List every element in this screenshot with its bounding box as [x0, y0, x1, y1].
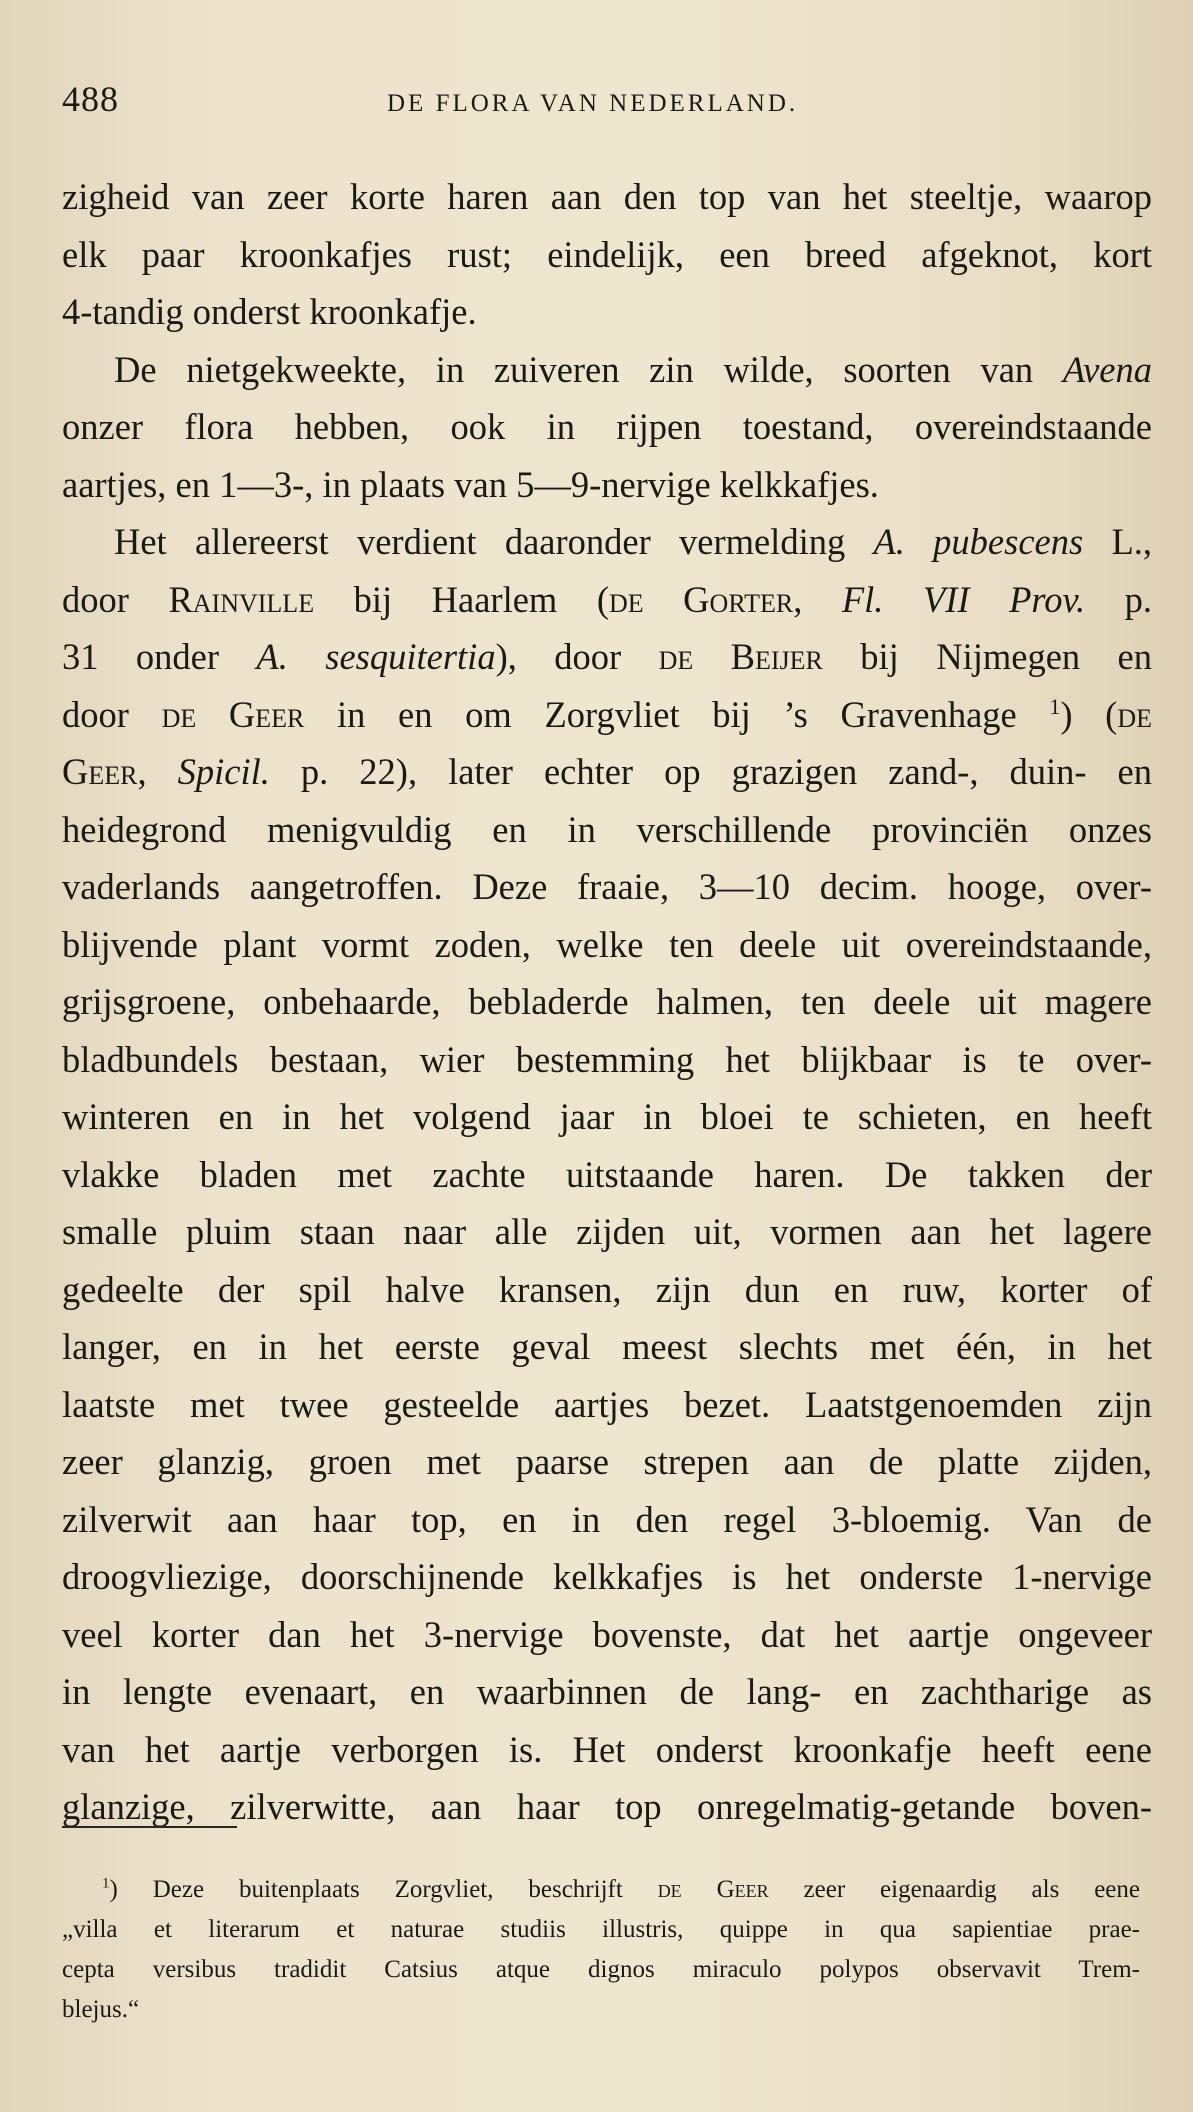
- text-line: gedeelte der spil halve kransen, zijn dun en ruw, korter of: [62, 1268, 1152, 1310]
- text-line: veel korter dan het 3-nervige bovenste, dat het aartje ongeveer: [62, 1613, 1152, 1655]
- text-line: vaderlands aangetroffen. Deze fraaie, 3—10 decim. hooge, over-: [62, 866, 1152, 907]
- text-line: laatste met twee gesteelde aartjes bezet. Laatstgenoemden zijn: [62, 1383, 1152, 1425]
- footnote-line: cepta versibus tradidit Catsius atque dignos miraculo polypos observavit Trem-: [62, 1956, 1140, 1983]
- footnote-mark: 1: [102, 1875, 110, 1892]
- text-line: droogvliezige, doorschijnende kelkkafjes is het onderste 1-nervige: [62, 1556, 1152, 1597]
- footnote: [62, 1870, 1140, 2030]
- text-line: van het aartje verborgen is. Het onderst kroonkafje heeft eene: [62, 1728, 1152, 1770]
- page-number: 488: [62, 79, 119, 119]
- footnote-ref: 1: [1049, 693, 1061, 719]
- text-line: grijsgroene, onbehaarde, bebladerde halmen, ten deele uit magere: [62, 981, 1152, 1022]
- text-line: De nietgekweekte, in zuiveren zin wilde, soorten van Avena: [114, 348, 1152, 390]
- text-line: heidegrond menigvuldig en in verschillende provinciën onzes: [62, 808, 1152, 850]
- page-header: [62, 78, 1142, 128]
- text-line: Geer, Spicil. p. 22), later echter op grazigen zand-, duin- en: [62, 751, 1153, 792]
- text-line: Het allereerst verdient daaronder vermelding A. pubescens L.,: [114, 521, 1152, 562]
- text-line: winteren en in het volgend jaar in bloei te schieten, en heeft: [62, 1096, 1152, 1137]
- text-line: onzer flora hebben, ook in rijpen toestand, overeindstaande: [62, 406, 1152, 447]
- text-line: elk paar kroonkafjes rust; eindelijk, een breed afgeknot, kort: [62, 233, 1152, 275]
- text-line: door de Geer in en om Zorgvliet bij ’s Gravenhage $^1$) (de: [62, 693, 1153, 735]
- text-line: 31 onder A. sesquitertia), door de Beijer bij Nijmegen en: [62, 636, 1153, 677]
- footnote-line: „villa et literarum et naturae studiis illustris, quippe in qua sapientiae prae-: [62, 1916, 1140, 1943]
- text-line: vlakke bladen met zachte uitstaande haren. De takken der: [62, 1153, 1152, 1195]
- footnote-divider: [62, 1826, 237, 1828]
- text-line: glanzige, zilverwitte, aan haar top onregelmatig-getande boven-: [62, 1786, 1152, 1827]
- text-line: blijvende plant vormt zoden, welke ten deele uit overeindstaande,: [62, 923, 1152, 965]
- text-line: 4-tandig onderst kroonkafje.: [62, 291, 477, 332]
- footnote-line: blejus.“: [62, 1996, 140, 2023]
- text-line: zilverwit aan haar top, en in den regel 3-bloemig. Van de: [62, 1498, 1152, 1540]
- text-line: zeer glanzig, groen met paarse strepen aan de platte zijden,: [62, 1441, 1152, 1482]
- text-line: langer, en in het eerste geval meest slechts met één, in het: [62, 1326, 1152, 1367]
- text-line: door Rainville bij Haarlem (de Gorter, Fl. VII Prov. p.: [62, 578, 1153, 620]
- text-line: bladbundels bestaan, wier bestemming het blijkbaar is te over-: [62, 1038, 1152, 1080]
- running-title: DE FLORA VAN NEDERLAND.: [387, 90, 799, 117]
- footnote-line: $^1$) Deze buitenplaats Zorgvliet, beschrijft de Geer zeer eigenaardig als eene: [102, 1875, 1140, 1903]
- text-line: smalle pluim staan naar alle zijden uit, vormen aan het lagere: [62, 1211, 1152, 1252]
- body-text: [62, 168, 1152, 1836]
- text-line: in lengte evenaart, en waarbinnen de lang- en zachtharige as: [62, 1671, 1152, 1712]
- text-line: zigheid van zeer korte haren aan den top van het steeltje, waarop: [62, 176, 1152, 217]
- text-line: aartjes, en 1—3-, in plaats van 5—9-nervige kelkkafjes.: [62, 463, 879, 505]
